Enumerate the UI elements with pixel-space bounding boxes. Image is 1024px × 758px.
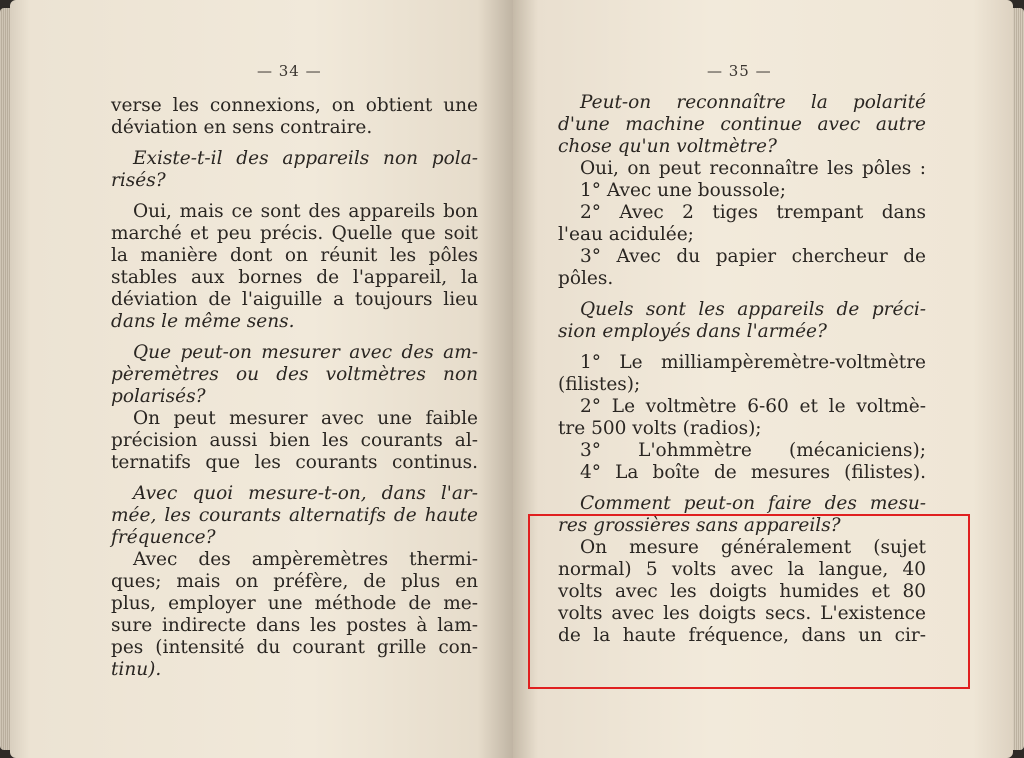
text-line: d'une machine continue avec autre	[558, 114, 926, 135]
text-line: pèremètres ou des voltmètres non	[111, 364, 478, 385]
text-line: pôles.	[558, 268, 614, 289]
text-line: 2° Le voltmètre 6-60 et le voltmè-	[580, 396, 926, 417]
text-line: stables aux bornes de l'appareil, la	[111, 267, 478, 288]
text-line: 3° Avec du papier chercheur de	[580, 246, 926, 267]
text-line: Que peut-on mesurer avec des am-	[133, 342, 478, 363]
left-page-number: — 34 —	[257, 62, 322, 80]
text-line: la manière dont on réunit les pôles	[111, 245, 478, 266]
right-page-edges	[1013, 8, 1024, 750]
text-line: Comment peut-on faire des mesu-	[580, 493, 926, 514]
text-line: ques; mais on préfère, de plus en	[111, 571, 478, 592]
text-line: pes (intensité du courant grille con-	[111, 637, 478, 658]
paragraph-gap	[111, 192, 478, 201]
text-line: sion employés dans l'armée?	[558, 321, 827, 342]
highlight-box	[528, 514, 970, 689]
text-line: Quels sont les appareils de préci-	[580, 299, 926, 320]
text-line: (filistes);	[558, 374, 641, 395]
left-page	[10, 0, 513, 758]
text-line: On mesure généralement (sujet	[580, 537, 926, 558]
text-line: de la haute fréquence, dans un cir-	[558, 625, 926, 646]
text-line: Existe-t-il des appareils non pola-	[133, 148, 478, 169]
text-line: Avec des ampèremètres thermi-	[133, 549, 478, 570]
text-line: verse les connexions, on obtient une	[111, 95, 478, 116]
text-line: res grossières sans appareils?	[558, 515, 841, 536]
paragraph-gap	[558, 343, 926, 352]
text-line: fréquence?	[111, 527, 216, 548]
text-line: On peut mesurer avec une faible	[133, 408, 478, 429]
text-line: volts avec les doigts secs. L'existence	[558, 603, 926, 624]
right-page-number: — 35 —	[707, 62, 772, 80]
text-line: tre 500 volts (radios);	[558, 418, 762, 439]
text-line: 1° Le milliampèremètre-voltmètre	[580, 352, 926, 373]
text-line: Oui, mais ce sont des appareils bon	[133, 201, 478, 222]
text-line: 4° La boîte de mesures (filistes).	[580, 462, 926, 483]
text-line: polarisés?	[111, 386, 206, 407]
text-line: plus, employer une méthode de me-	[111, 593, 478, 614]
text-line: ternatifs que les courants continus.	[111, 452, 478, 473]
text-line: déviation en sens contraire.	[111, 117, 373, 138]
text-line: déviation de l'aiguille a toujours lieu	[111, 289, 478, 310]
text-line: dans le même sens.	[111, 311, 295, 332]
text-line: sure indirecte dans les postes à lam-	[111, 615, 478, 636]
text-line: Oui, on peut reconnaître les pôles :	[580, 158, 926, 179]
text-line: marché et peu précis. Quelle que soit	[111, 223, 478, 244]
text-line: chose qu'un voltmètre?	[558, 136, 777, 157]
text-line: 3° L'ohmmètre (mécaniciens);	[580, 440, 926, 461]
text-line: 2° Avec 2 tiges trempant dans	[580, 202, 926, 223]
paragraph-gap	[111, 139, 478, 148]
text-line: précision aussi bien les courants al-	[111, 430, 478, 451]
paragraph-gap	[558, 484, 926, 493]
text-line: l'eau acidulée;	[558, 224, 694, 245]
paragraph-gap	[111, 333, 478, 342]
paragraph-gap	[111, 474, 478, 483]
text-line: volts avec les doigts humides et 80	[558, 581, 926, 602]
text-line: mée, les courants alternatifs de haute	[111, 505, 478, 526]
left-page-text	[111, 95, 478, 681]
text-line: Peut-on reconnaître la polarité	[580, 92, 926, 113]
text-line: 1° Avec une boussole;	[580, 180, 786, 201]
text-line: risés?	[111, 170, 166, 191]
text-line: Avec quoi mesure-t-on, dans l'ar-	[133, 483, 478, 504]
text-line: normal) 5 volts avec la langue, 40	[558, 559, 926, 580]
left-page-edges	[0, 8, 10, 750]
paragraph-gap	[558, 290, 926, 299]
text-line: tinu).	[111, 659, 162, 680]
